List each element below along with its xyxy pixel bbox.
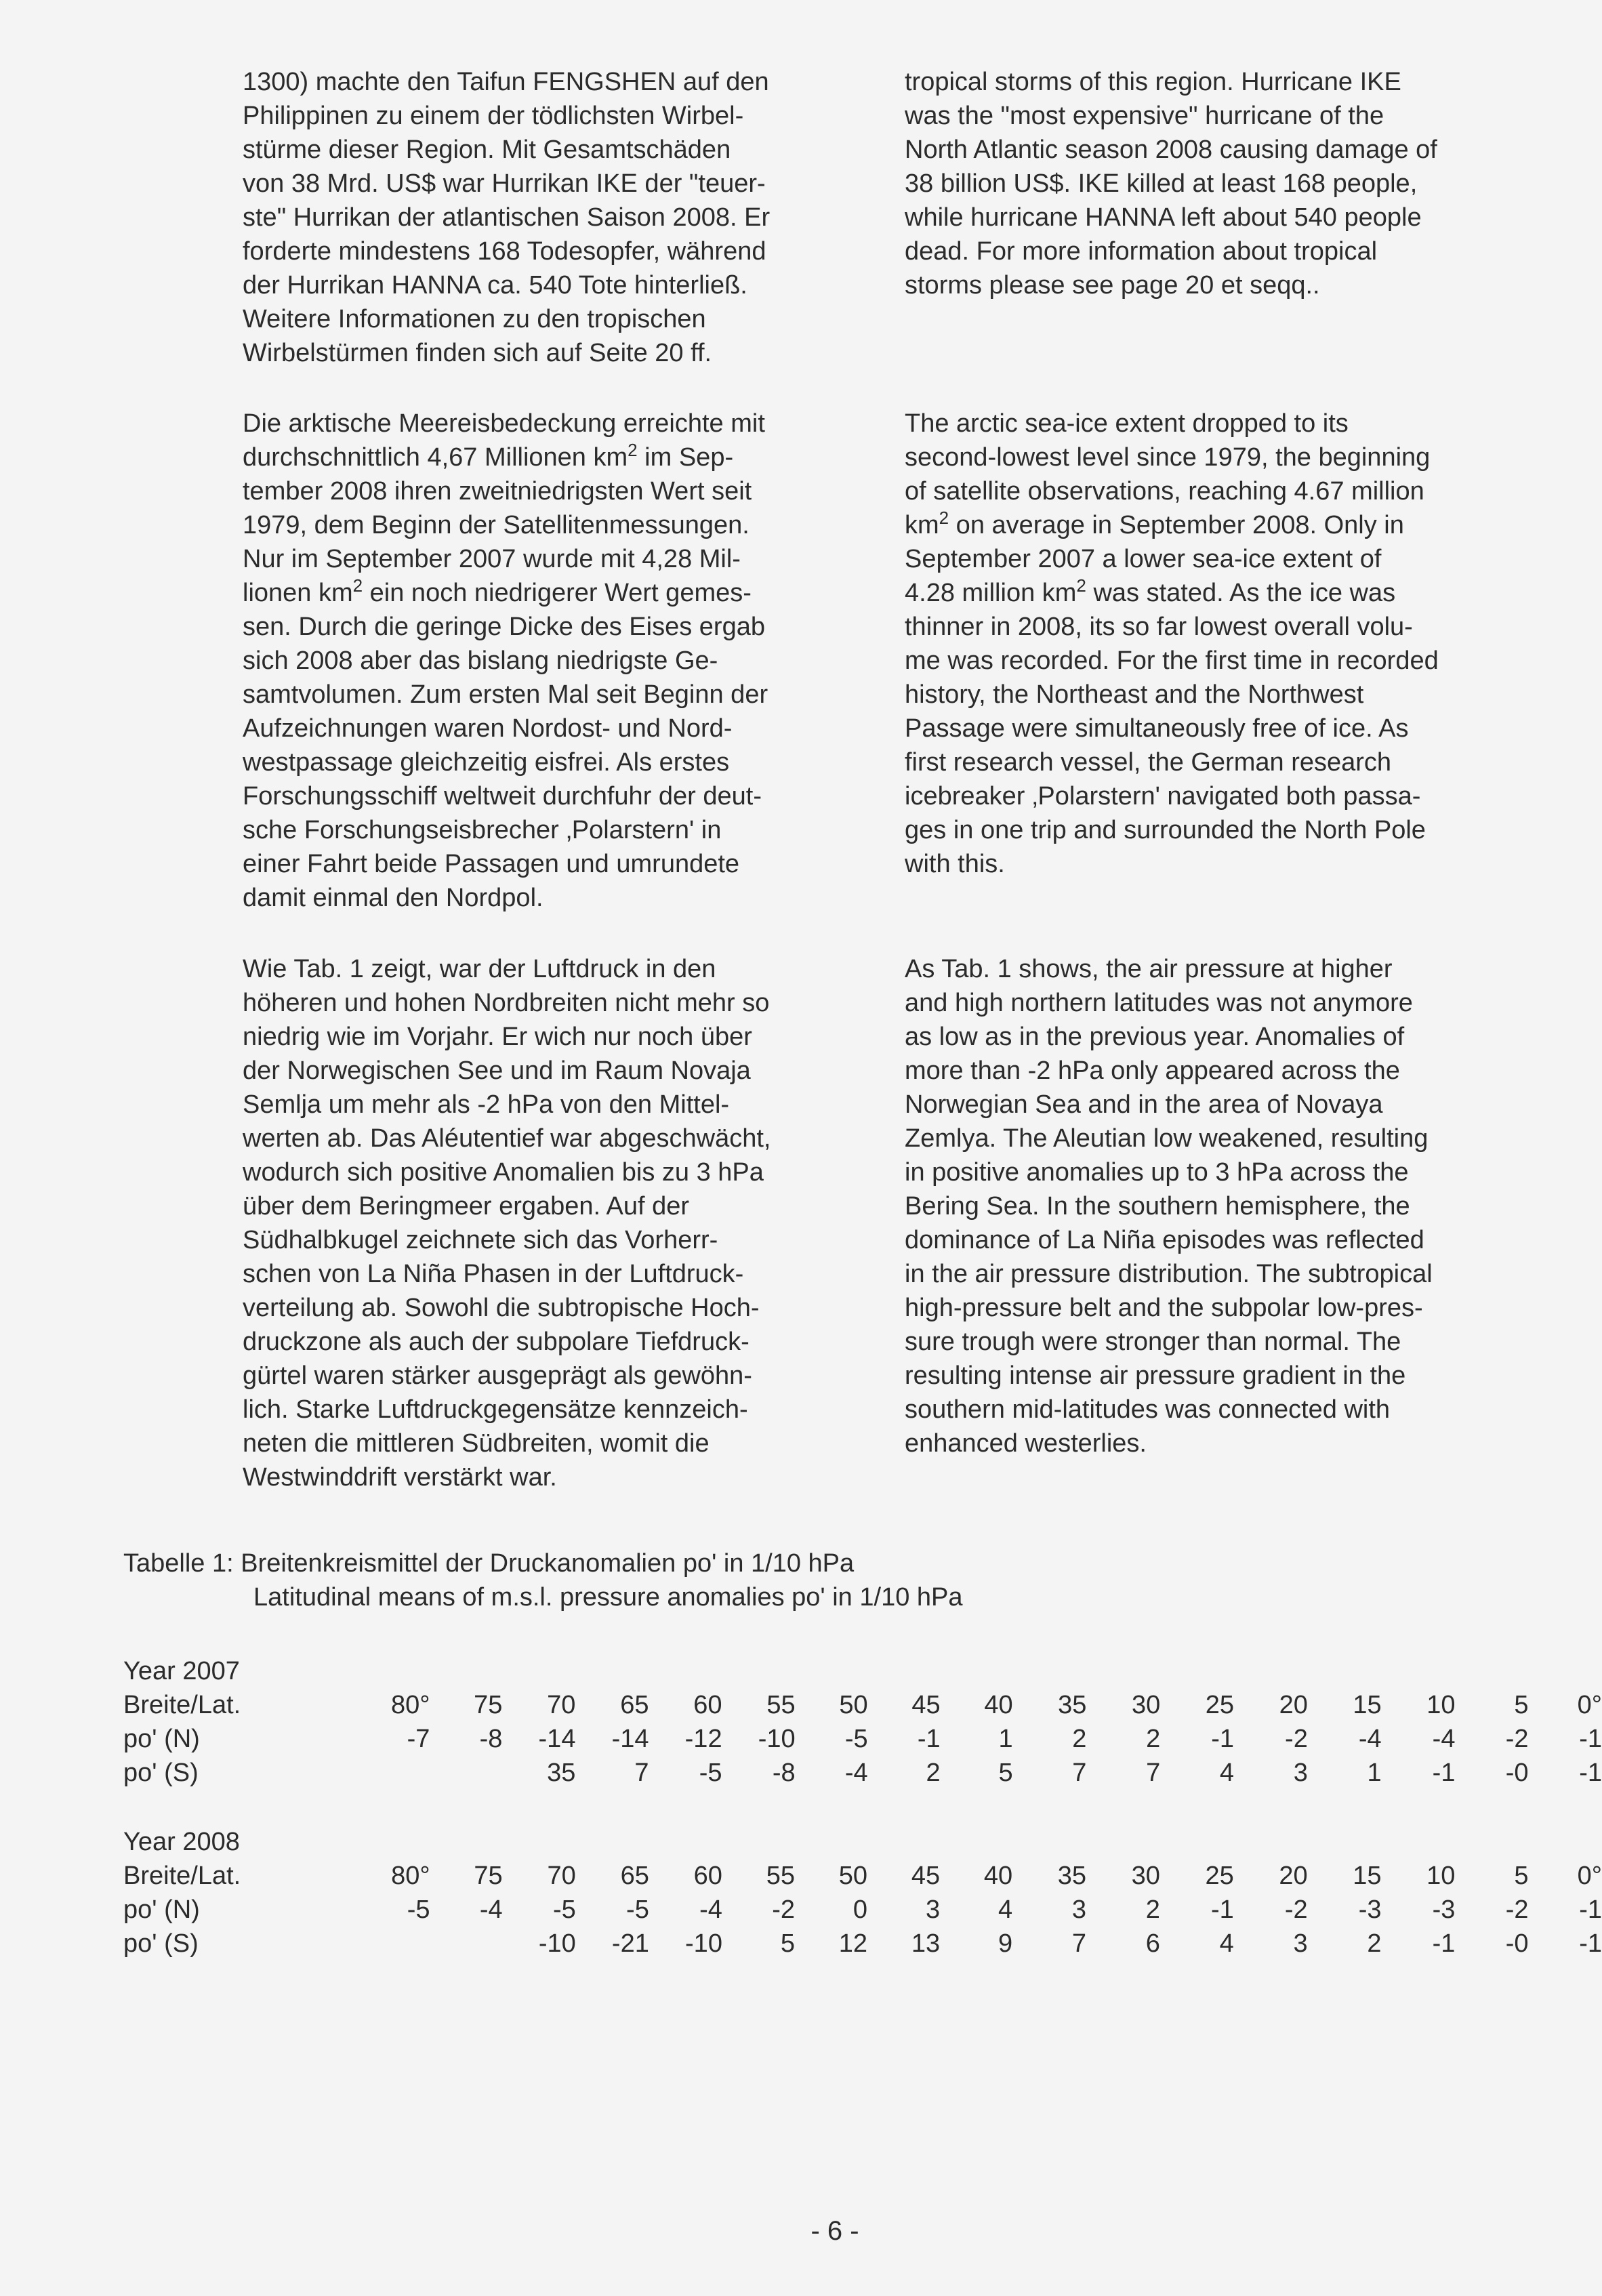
table-cell: 80° [390,1691,430,1719]
table-cell: -14 [538,1725,576,1753]
table-cell [867,1825,940,1859]
table-cell: -5 [407,1895,430,1924]
table-cell: 15 [1353,1691,1382,1719]
row-label: Breite/Lat. [123,1862,241,1890]
table-cell [1013,1654,1087,1688]
table-cell: 40 [983,1862,1013,1890]
table-cell: 45 [911,1862,941,1890]
table-cell: 35 [1058,1691,1087,1719]
table-cell: 4 [1219,1759,1235,1787]
table-cell: 65 [620,1691,649,1719]
table-cell [649,1825,722,1859]
table-cell: 2 [1367,1929,1382,1958]
table-cell [502,1654,575,1688]
table-cell: -1 [1579,1725,1602,1753]
table-cell: -1 [1579,1759,1602,1787]
table-cell: -5 [844,1725,868,1753]
table-cell [649,1654,722,1688]
table-cell: -2 [1505,1725,1529,1753]
table-cell: 70 [547,1862,576,1890]
table-cell: -2 [1284,1895,1308,1924]
table-cell: 40 [984,1691,1013,1719]
table-cell: -4 [479,1895,503,1924]
table-cell: 75 [474,1691,503,1719]
superscript: 2 [352,575,363,596]
table-cell: 10 [1426,1862,1456,1890]
table-cell: -21 [611,1929,649,1958]
table-cell [1382,1654,1456,1688]
row-label: po' (S) [123,1759,199,1787]
table-cell: -1 [1211,1725,1235,1753]
pressure-table-2008 [123,1825,1602,1961]
table-cell [941,1654,1013,1688]
text-span: im Sep- tember 2008 ihren zweitniedrigsten Wert seit 1979, dem Beginn der Satellitenmessungen. Nur im September 2007 wurde mit 4,28 Mil- lionen km [243,443,752,607]
table-cell: 1 [1367,1759,1382,1787]
table-cell [940,1825,1012,1859]
row-label: po' (N) [123,1895,200,1924]
table-cell: 5 [1514,1862,1529,1890]
table-cell: 3 [1293,1929,1308,1958]
table-caption [123,1546,963,1614]
table-cell: 2 [1145,1895,1160,1924]
table-cell: 0° [1577,1691,1602,1719]
english-paragraph-sea-ice [905,407,1486,881]
german-paragraph-sea-ice [243,407,820,915]
text-span: was stated. As the ice was thinner in 2008, its so far lowest overall volu- me was recorded. For the first time in recorded history, the Northeast and the Northwest Passage were simultaneously free of ice. As first research vessel, the German research icebreaker ‚Polarstern' navigated both passa- ges in one trip and surrounded the North Pole with this. [905,579,1439,878]
table-cell: -8 [772,1759,796,1787]
row-label: Year 2008 [123,1828,240,1856]
table-cell: -2 [1285,1725,1308,1753]
table-cell: -1 [1432,1759,1456,1787]
table-cell [1012,1825,1086,1859]
text-span: Die arktische Meereisbedeckung erreichte mit durchschnittlich 4,67 Millionen km [243,409,765,472]
german-text [243,407,820,915]
english-text: As Tab. 1 shows, the air pressure at higher and high northern latitudes was not anymore as low as in the previous year. Anomalies of more than -2 hPa only appeared across the Norwegian Sea and in the area of Novaya Zemlya. The Aleutian low weakened, resulting in positive anomalies up to 3 hPa across the Bering Sea. In the southern hemisphere, the dominance of La Niña episodes was reflected in the air pressure distribution. The subtropical high-pressure belt and the subpolar low-pres- sure trough were stronger than normal. The resulting intense air pressure gradient in the southern mid-latitudes was connected with enhanced westerlies. [905,955,1433,1458]
english-text [905,407,1486,881]
table-cell: 0° [1577,1862,1602,1890]
south-anomaly-row [123,1927,1602,1961]
table-cell: 7 [634,1759,649,1787]
superscript: 2 [939,508,949,528]
table-cell: -10 [538,1929,576,1958]
north-anomaly-row [123,1893,1602,1927]
table-cell: 45 [911,1691,941,1719]
table-cell [430,1654,502,1688]
table-cell: 3 [1293,1759,1308,1787]
table-cell [430,1825,503,1859]
table-cell: 25 [1205,1691,1235,1719]
table-cell [1160,1654,1234,1688]
table-cell: 50 [838,1862,868,1890]
table-cell: 1 [998,1725,1013,1753]
superscript: 2 [1076,575,1086,596]
caption-german: Tabelle 1: Breitenkreismittel der Druckanomalien po' in 1/10 hPa [123,1549,855,1578]
table-cell: 60 [693,1862,722,1890]
english-paragraph-air-pressure [905,952,1486,1460]
superscript: 2 [628,440,638,460]
table-cell: 30 [1131,1691,1161,1719]
table-cell: -2 [772,1895,795,1924]
table-cell [430,1927,503,1961]
table-cell [1308,1825,1382,1859]
year-row [123,1825,1602,1859]
table-cell: -8 [479,1725,503,1753]
row-label: Breite/Lat. [123,1691,241,1719]
table-cell: 7 [1071,1929,1087,1958]
table-cell: -10 [758,1725,796,1753]
table-cell [1308,1654,1382,1688]
table-cell [722,1825,795,1859]
table-cell: 55 [766,1862,795,1890]
table-cell: 30 [1131,1862,1160,1890]
table-cell: 7 [1072,1759,1087,1787]
south-anomaly-row [123,1756,1602,1790]
page-number: - 6 - [810,2216,859,2246]
table-cell [1234,1654,1308,1688]
table-cell [575,1654,649,1688]
table-cell: -12 [684,1725,722,1753]
table-cell [1160,1825,1234,1859]
table-cell [796,1654,868,1688]
row-label: po' (N) [123,1725,200,1753]
text-span: The arctic sea-ice extent dropped to its second-lowest level since 1979, the beginning of satellite observations, reaching 4.67 million km [905,409,1431,539]
table-cell: -3 [1432,1895,1456,1924]
table-cell [503,1825,576,1859]
table-cell: -1 [1579,1895,1602,1924]
table-cell: -3 [1358,1895,1382,1924]
table-cell: -2 [1505,1895,1529,1924]
table-cell [1455,1825,1528,1859]
german-text: 1300) machte den Taifun FENGSHEN auf den Philippinen zu einem der tödlichsten Wirbel- stürme dieser Region. Mit Gesamtschäden von 38 Mrd. US$ war Hurrikan IKE der "teuer- ste" Hurrikan der atlantischen Saison 2008. Er forderte mindestens 168 Todesopfer, während der Hurrikan HANNA ca. 540 Tote hinterließ. Weitere Informationen zu den tropischen Wirbelstürmen finden sich auf Seite 20 ff. [243,68,771,367]
table-cell: 80° [391,1862,430,1890]
english-paragraph-tropical-storms [905,65,1486,302]
table-cell: 35 [1057,1862,1087,1890]
latitude-row [123,1859,1602,1893]
table-cell: 55 [766,1691,796,1719]
table-cell: 4 [998,1895,1013,1924]
text-span: on average in September 2008. Only in September 2007 a lower sea-ice extent of 4.28 million km [905,511,1404,607]
table-cell [795,1825,867,1859]
table-cell: -0 [1505,1929,1529,1958]
german-paragraph-air-pressure [243,952,820,1494]
table-cell: 20 [1279,1691,1308,1719]
table-cell: 60 [693,1691,722,1719]
table-cell: 70 [547,1691,576,1719]
north-anomaly-row [123,1722,1602,1756]
table-cell: 2 [926,1759,941,1787]
table-cell: 2 [1072,1725,1087,1753]
row-label: Year 2007 [123,1657,240,1685]
table-cell: 5 [1514,1691,1529,1719]
table-cell: -4 [844,1759,868,1787]
table-cell: 12 [838,1929,868,1958]
table-cell: -1 [1432,1929,1456,1958]
table-cell: 15 [1353,1862,1382,1890]
german-text: Wie Tab. 1 zeigt, war der Luftdruck in den höheren und hohen Nordbreiten nicht mehr so niedrig wie im Vorjahr. Er wich nur noch über der Norwegischen See und im Raum Novaja Semlja um mehr als -2 hPa von den Mittel- werten ab. Das Aléutentief war abgeschwächt, wodurch sich positive Anomalien bis zu 3 hPa über dem Beringmeer ergaben. Auf der Südhalbkugel zeichnete sich das Vorherr- schen von La Niña Phasen in der Luftdruck- verteilung ab. Sowohl die subtropische Hoch- druckzone als auch der subpolare Tiefdruck- gürtel waren stärker ausgeprägt als gewöhn- lich. Starke Luftdruckgegensätze kennzeich- neten die mittleren Südbreiten, womit die Westwinddrift verstärkt war. [243,955,771,1492]
table-cell: 5 [780,1929,795,1958]
table-cell [356,1654,430,1688]
table-cell: 65 [620,1862,649,1890]
table-cell [576,1825,649,1859]
table-cell: -10 [685,1929,722,1958]
table-cell: -4 [1432,1725,1456,1753]
table-cell: -4 [1358,1725,1382,1753]
table-cell: 35 [547,1759,576,1787]
table-cell: 7 [1146,1759,1161,1787]
table-cell [1529,1654,1602,1688]
pressure-table-2007 [123,1654,1602,1790]
table-cell [1455,1654,1528,1688]
table-cell: -14 [611,1725,649,1753]
latitude-row [123,1688,1602,1722]
table-cell [356,1756,430,1790]
table-cell: -1 [1210,1895,1234,1924]
table-cell: 9 [998,1929,1013,1958]
german-paragraph-typhoon [243,65,820,370]
table-cell: 5 [998,1759,1013,1787]
table-cell [1086,1654,1160,1688]
caption-english: Latitudinal means of m.s.l. pressure anomalies po' in 1/10 hPa [253,1583,963,1612]
text-span: ein noch niedrigerer Wert gemes- sen. Durch die geringe Dicke des Eises ergab sich 2008 aber das bislang niedrigste Ge- samtvolumen. Zum ersten Mal seit Beginn der Aufzeichnungen waren Nordost- und Nord- westpassage gleichzeitig eisfrei. Als erstes Forschungsschiff weltweit durchfuhr der deut- sche Forschungseisbrecher ‚Polarstern' in einer Fahrt beide Passagen und umrundete damit einmal den Nordpol. [243,579,768,912]
table-cell [356,1927,430,1961]
table-cell: 2 [1146,1725,1161,1753]
table-cell [430,1756,502,1790]
table-cell: 50 [839,1691,868,1719]
table-cell: -5 [699,1759,722,1787]
table-cell: -5 [626,1895,649,1924]
table-cell: -7 [407,1725,430,1753]
table-cell: -5 [552,1895,576,1924]
table-cell: 0 [853,1895,868,1924]
english-text: tropical storms of this region. Hurricane IKE was the "most expensive" hurricane of the North Atlantic season 2008 causing damage of 38 billion US$. IKE killed at least 168 people, while hurricane HANNA left about 540 people dead. For more information about tropical storms please see page 20 et seqq.. [905,68,1437,300]
table-cell [1529,1825,1602,1859]
table-cell: -1 [917,1725,941,1753]
table-cell: 75 [474,1862,503,1890]
table-cell: 4 [1219,1929,1234,1958]
table-cell [1086,1825,1160,1859]
table-cell: 3 [1071,1895,1087,1924]
table-cell: 20 [1279,1862,1308,1890]
table-cell: -1 [1579,1929,1602,1958]
table-cell: 3 [925,1895,941,1924]
table-cell: 13 [911,1929,941,1958]
row-label: po' (S) [123,1929,199,1958]
table-cell: 6 [1145,1929,1160,1958]
table-cell: 25 [1205,1862,1234,1890]
table-cell [1382,1825,1456,1859]
year-row [123,1654,1602,1688]
table-cell [356,1825,430,1859]
table-cell: 10 [1426,1691,1456,1719]
table-cell: -4 [699,1895,722,1924]
table-cell [1234,1825,1308,1859]
table-cell [868,1654,941,1688]
table-cell: -0 [1505,1759,1529,1787]
table-cell [722,1654,796,1688]
